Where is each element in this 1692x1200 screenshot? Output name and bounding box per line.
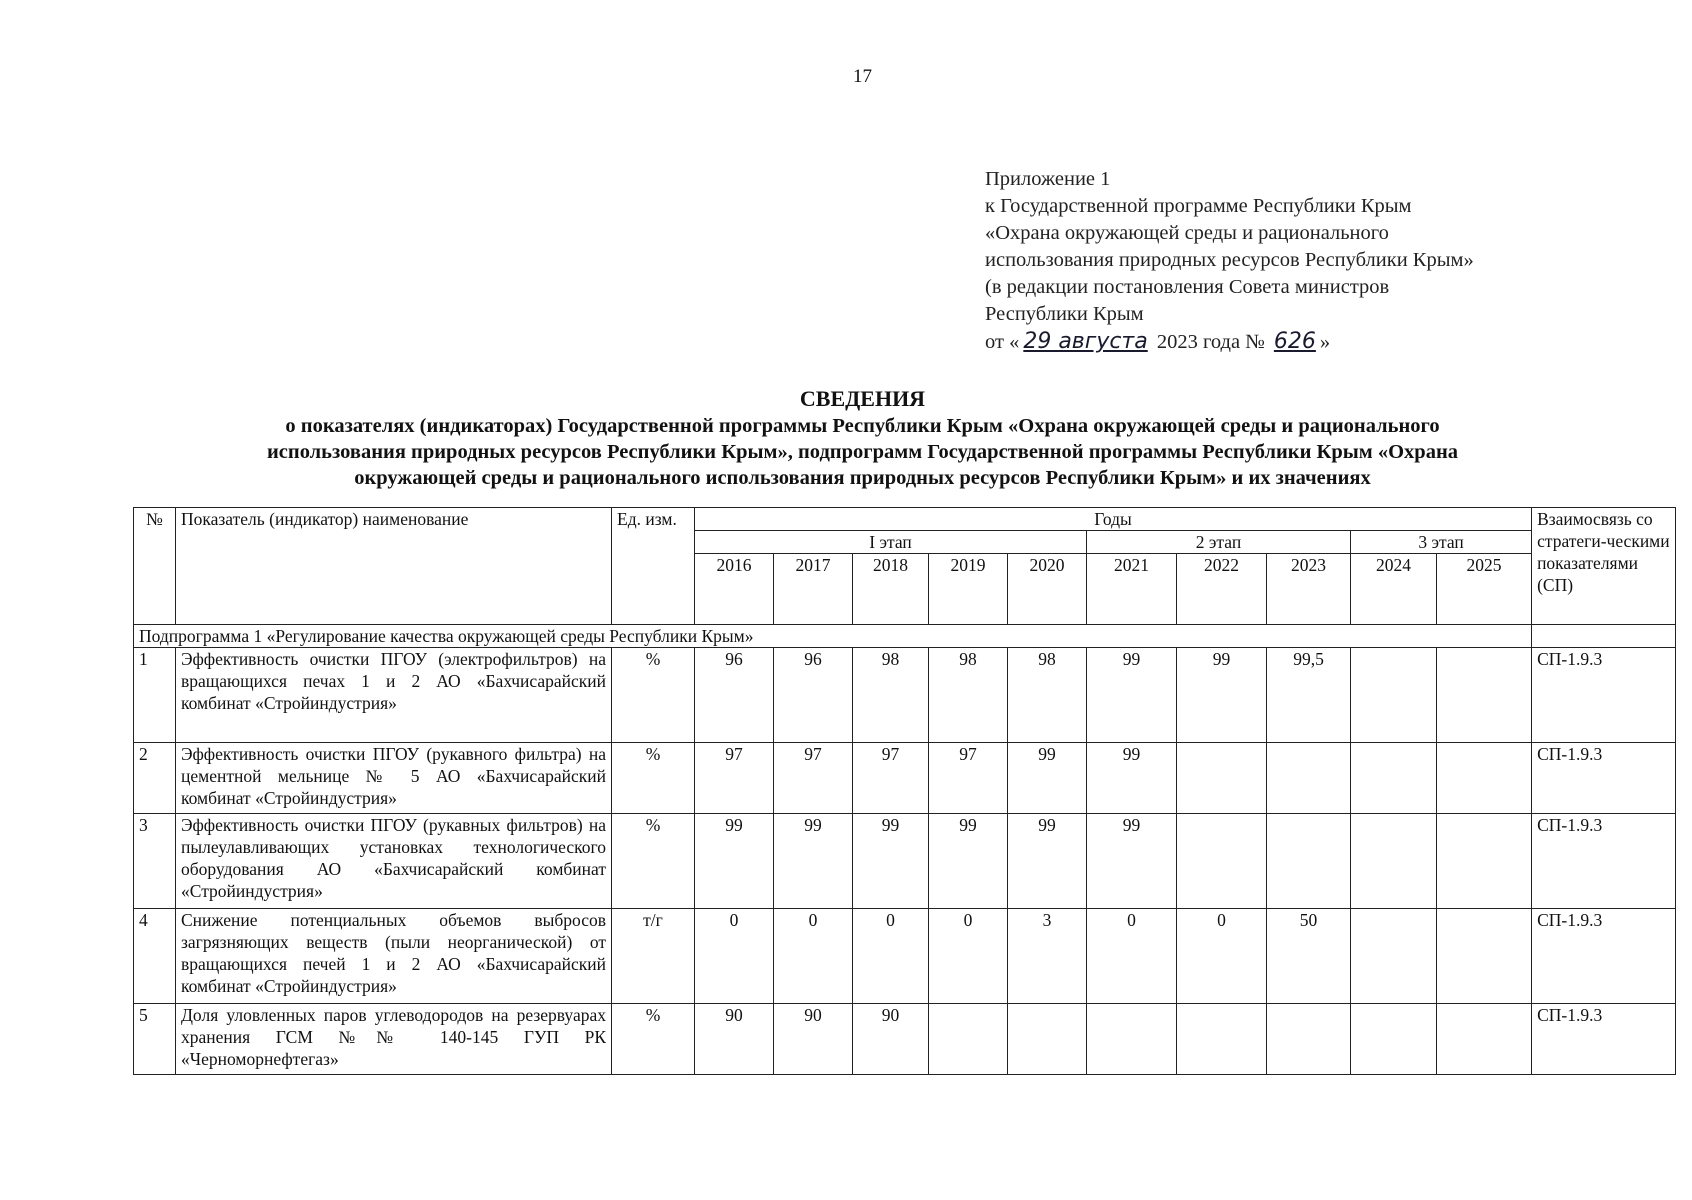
table-row <box>134 1004 1676 1075</box>
date-prefix: от « <box>985 331 1020 353</box>
row-value <box>1437 743 1532 814</box>
row-value: 90 <box>853 1004 929 1075</box>
row-indicator: Эффективность очистки ПГОУ (электрофильтров) на вращающихся печах 1 и 2 АО «Бахчисарайский комбинат «Стройиндустрия» <box>176 648 612 743</box>
header-indicator: Показатель (индикатор) наименование <box>176 508 612 625</box>
row-value <box>929 1004 1008 1075</box>
row-unit: т/г <box>612 909 695 1004</box>
row-value: 99 <box>1087 648 1177 743</box>
empty-cell <box>1532 625 1676 648</box>
year-text: 2023 года № <box>1156 331 1265 353</box>
row-value <box>1087 1004 1177 1075</box>
row-value: 99 <box>1008 814 1087 909</box>
row-value: 0 <box>853 909 929 1004</box>
row-value: 96 <box>774 648 853 743</box>
row-value: 99 <box>1087 743 1177 814</box>
page-number: 17 <box>853 66 872 87</box>
row-value: 97 <box>774 743 853 814</box>
row-value <box>1267 743 1351 814</box>
table-row <box>134 648 1676 743</box>
title-main: СВЕДЕНИЯ <box>799 386 926 411</box>
table-row <box>134 814 1676 909</box>
header-stage-2: 2 этап <box>1087 531 1351 554</box>
row-link: СП-1.9.3 <box>1532 743 1676 814</box>
handwritten-number: 626 <box>1273 329 1316 354</box>
row-link: СП-1.9.3 <box>1532 814 1676 909</box>
row-value <box>1177 743 1267 814</box>
header-year: 2021 <box>1087 554 1177 625</box>
row-value <box>1437 648 1532 743</box>
appendix-block <box>985 166 1625 356</box>
row-value <box>1437 814 1532 909</box>
row-value: 99 <box>1087 814 1177 909</box>
header-stage-1: I этап <box>695 531 1087 554</box>
row-unit: % <box>612 1004 695 1075</box>
header-year: 2023 <box>1267 554 1351 625</box>
row-link: СП-1.9.3 <box>1532 909 1676 1004</box>
row-value: 98 <box>929 648 1008 743</box>
header-year: 2020 <box>1008 554 1087 625</box>
row-link: СП-1.9.3 <box>1532 1004 1676 1075</box>
row-value: 0 <box>774 909 853 1004</box>
header-year: 2019 <box>929 554 1008 625</box>
handwritten-date: 29 августа <box>1023 329 1148 354</box>
row-value <box>1267 814 1351 909</box>
row-value: 0 <box>1177 909 1267 1004</box>
row-indicator: Эффективность очистки ПГОУ (рукавного фильтра) на цементной мельнице № 5 АО «Бахчисарайский комбинат «Стройиндустрия» <box>176 743 612 814</box>
row-num: 1 <box>134 648 176 743</box>
row-value <box>1437 909 1532 1004</box>
header-year: 2018 <box>853 554 929 625</box>
title-line-1: о показателях (индикаторах) Государственной программы Республики Крым «Охрана окружающей среды и рационального <box>285 415 1440 437</box>
row-value: 99,5 <box>1267 648 1351 743</box>
header-link: Взаимосвязь со стратеги-ческими показателями (СП) <box>1532 508 1676 625</box>
row-value <box>1008 1004 1087 1075</box>
appendix-date-line <box>985 328 1625 356</box>
row-value: 99 <box>1008 743 1087 814</box>
row-value <box>1177 1004 1267 1075</box>
date-suffix: » <box>1319 331 1331 353</box>
header-years: Годы <box>695 508 1532 531</box>
row-unit: % <box>612 648 695 743</box>
appendix-line: Приложение 1 <box>985 168 1111 190</box>
row-indicator: Эффективность очистки ПГОУ (рукавных фильтров) на пылеулавливающих установках технологического оборудования АО «Бахчисарайский комбинат «Стройиндустрия» <box>176 814 612 909</box>
subprogram-title: Подпрограмма 1 «Регулирование качества окружающей среды Республики Крым» <box>134 625 1532 648</box>
row-value: 3 <box>1008 909 1087 1004</box>
row-value: 99 <box>929 814 1008 909</box>
header-unit: Ед. изм. <box>612 508 695 625</box>
header-year: 2016 <box>695 554 774 625</box>
row-value <box>1351 743 1437 814</box>
row-value: 90 <box>774 1004 853 1075</box>
appendix-line: (в редакции постановления Совета министров <box>985 276 1390 298</box>
row-value: 97 <box>853 743 929 814</box>
subprogram-row <box>134 625 1676 648</box>
row-num: 5 <box>134 1004 176 1075</box>
row-value: 50 <box>1267 909 1351 1004</box>
row-value: 0 <box>695 909 774 1004</box>
row-value: 99 <box>774 814 853 909</box>
title-line-3: окружающей среды и рационального использования природных ресурсов Республики Крым» и их значениях <box>354 467 1371 489</box>
header-year: 2025 <box>1437 554 1532 625</box>
header-row <box>134 508 1676 531</box>
row-value <box>1351 648 1437 743</box>
table-row <box>134 909 1676 1004</box>
row-value: 0 <box>1087 909 1177 1004</box>
appendix-line: использования природных ресурсов Республики Крым» <box>985 249 1474 271</box>
appendix-line: к Государственной программе Республики Крым <box>985 195 1412 217</box>
appendix-line: Республики Крым <box>985 303 1144 325</box>
appendix-line: «Охрана окружающей среды и рационального <box>985 222 1389 244</box>
document-title <box>120 385 1605 491</box>
row-link: СП-1.9.3 <box>1532 648 1676 743</box>
title-line-2: использования природных ресурсов Республики Крым», подпрограмм Государственной программы Республики Крым «Охрана <box>266 441 1459 463</box>
row-indicator: Снижение потенциальных объемов выбросов загрязняющих веществ (пыли неорганической) от вращающихся печей 1 и 2 АО «Бахчисарайский комбинат «Стройиндустрия» <box>176 909 612 1004</box>
row-value: 98 <box>1008 648 1087 743</box>
header-year: 2024 <box>1351 554 1437 625</box>
indicators-table <box>133 507 1676 1075</box>
row-value: 96 <box>695 648 774 743</box>
row-value: 99 <box>853 814 929 909</box>
row-value: 90 <box>695 1004 774 1075</box>
header-num: № <box>134 508 176 625</box>
table-row <box>134 743 1676 814</box>
row-unit: % <box>612 743 695 814</box>
row-value <box>1437 1004 1532 1075</box>
header-stage-3: 3 этап <box>1351 531 1532 554</box>
row-value <box>1267 1004 1351 1075</box>
row-indicator: Доля уловленных паров углеводородов на резервуарах хранения ГСМ №№ 140-145 ГУП РК «Черноморнефтегаз» <box>176 1004 612 1075</box>
row-value: 98 <box>853 648 929 743</box>
header-year: 2017 <box>774 554 853 625</box>
row-value: 99 <box>1177 648 1267 743</box>
row-value: 97 <box>929 743 1008 814</box>
row-value <box>1177 814 1267 909</box>
header-year: 2022 <box>1177 554 1267 625</box>
row-num: 2 <box>134 743 176 814</box>
row-value <box>1351 1004 1437 1075</box>
row-value <box>1351 814 1437 909</box>
row-num: 4 <box>134 909 176 1004</box>
row-value: 97 <box>695 743 774 814</box>
row-unit: % <box>612 814 695 909</box>
row-num: 3 <box>134 814 176 909</box>
row-value: 99 <box>695 814 774 909</box>
row-value: 0 <box>929 909 1008 1004</box>
row-value <box>1351 909 1437 1004</box>
